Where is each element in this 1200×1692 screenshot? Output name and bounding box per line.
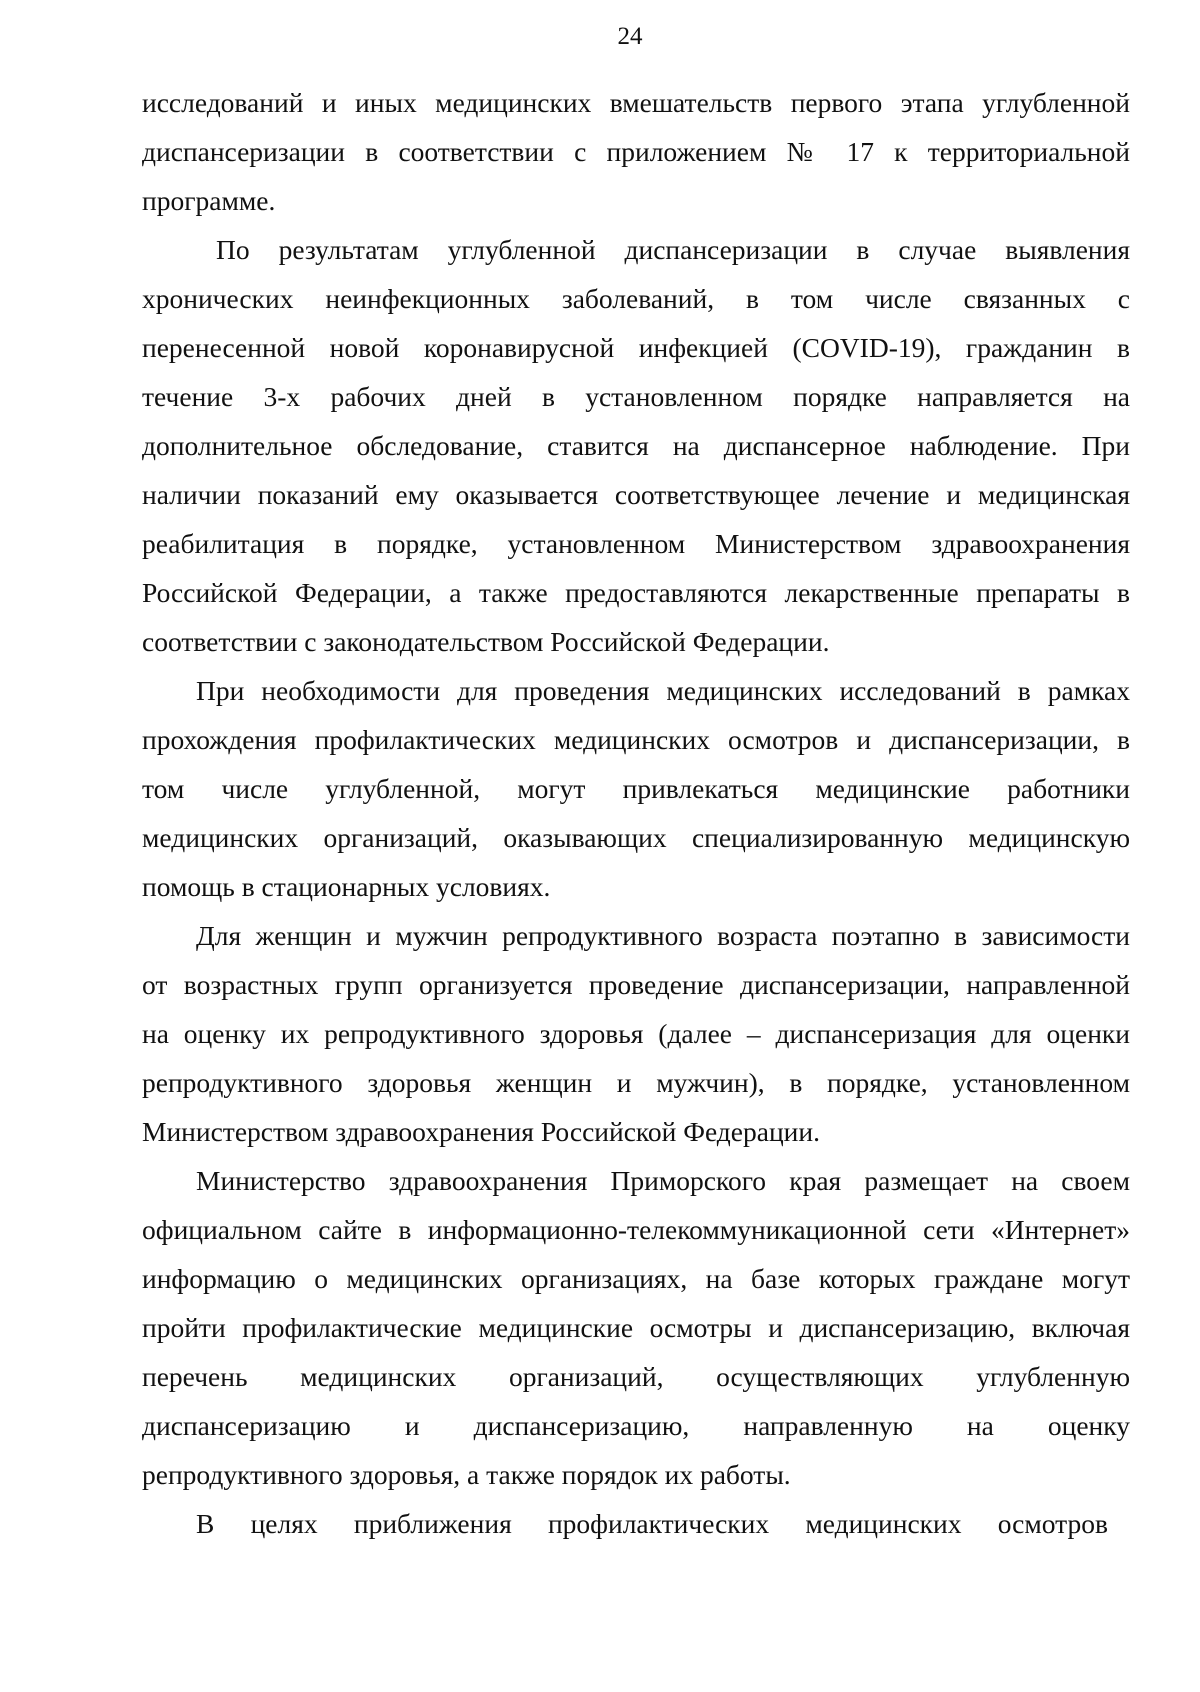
text-line: дополнительное обследование, ставится на диспансерное наблюдение. При	[142, 430, 1130, 461]
text-line: исследований и иных медицинских вмешательств первого этапа углубленной	[142, 87, 1130, 118]
text-line: на оценку их репродуктивного здоровья (далее – диспансеризация для оценки	[142, 1018, 1130, 1049]
text-line: программе.	[142, 185, 276, 216]
text-line: реабилитация в порядке, установленном Министерством здравоохранения	[142, 528, 1130, 559]
text-line: Министерство здравоохранения Приморского края размещает на своем	[196, 1165, 1130, 1196]
text-line: Российской Федерации, а также предоставляются лекарственные препараты в	[142, 577, 1130, 608]
text-line: медицинских организаций, оказывающих специализированную медицинскую	[142, 822, 1130, 853]
text-line: диспансеризацию и диспансеризацию, направленную на оценку	[142, 1410, 1130, 1441]
text-line: репродуктивного здоровья, а также порядок их работы.	[142, 1459, 791, 1490]
paragraph-2	[142, 225, 1130, 666]
text-line: Для женщин и мужчин репродуктивного возраста поэтапно в зависимости	[196, 920, 1130, 951]
text-line: соответствии с законодательством Российской Федерации.	[142, 626, 830, 657]
text-line: В целях приближения профилактических медицинских осмотров	[196, 1508, 1108, 1539]
text-line: наличии показаний ему оказывается соответствующее лечение и медицинская	[142, 479, 1130, 510]
text-line: том числе углубленной, могут привлекаться медицинские работники	[142, 773, 1130, 804]
text-line: репродуктивного здоровья женщин и мужчин), в порядке, установленном	[142, 1067, 1130, 1098]
text-line: прохождения профилактических медицинских осмотров и диспансеризации, в	[142, 724, 1130, 755]
text-line: перечень медицинских организаций, осуществляющих углубленную	[142, 1361, 1130, 1392]
text-line: По результатам углубленной диспансеризации в случае выявления	[216, 234, 1130, 265]
paragraph-5	[142, 1156, 1130, 1499]
text-line: от возрастных групп организуется проведение диспансеризации, направленной	[142, 969, 1130, 1000]
text-line: течение 3-х рабочих дней в установленном порядке направляется на	[142, 381, 1130, 412]
text-line: хронических неинфекционных заболеваний, в том числе связанных с	[142, 283, 1130, 314]
paragraph-6	[142, 1499, 1130, 1548]
text-line: перенесенной новой коронавирусной инфекцией (COVID-19), гражданин в	[142, 332, 1130, 363]
document-body	[142, 78, 1130, 1548]
text-line: Министерством здравоохранения Российской Федерации.	[142, 1116, 820, 1147]
text-line: помощь в стационарных условиях.	[142, 871, 551, 902]
text-line: диспансеризации в соответствии с приложением № 17 к территориальной	[142, 136, 1130, 167]
text-line: пройти профилактические медицинские осмотры и диспансеризацию, включая	[142, 1312, 1130, 1343]
text-line: информацию о медицинских организациях, на базе которых граждане могут	[142, 1263, 1130, 1294]
paragraph-3	[142, 666, 1130, 911]
page-number: 24	[617, 23, 643, 50]
paragraph-1	[142, 78, 1130, 225]
paragraph-4	[142, 911, 1130, 1156]
text-line: При необходимости для проведения медицинских исследований в рамках	[196, 675, 1130, 706]
text-line: официальном сайте в информационно-телекоммуникационной сети «Интернет»	[142, 1214, 1130, 1245]
